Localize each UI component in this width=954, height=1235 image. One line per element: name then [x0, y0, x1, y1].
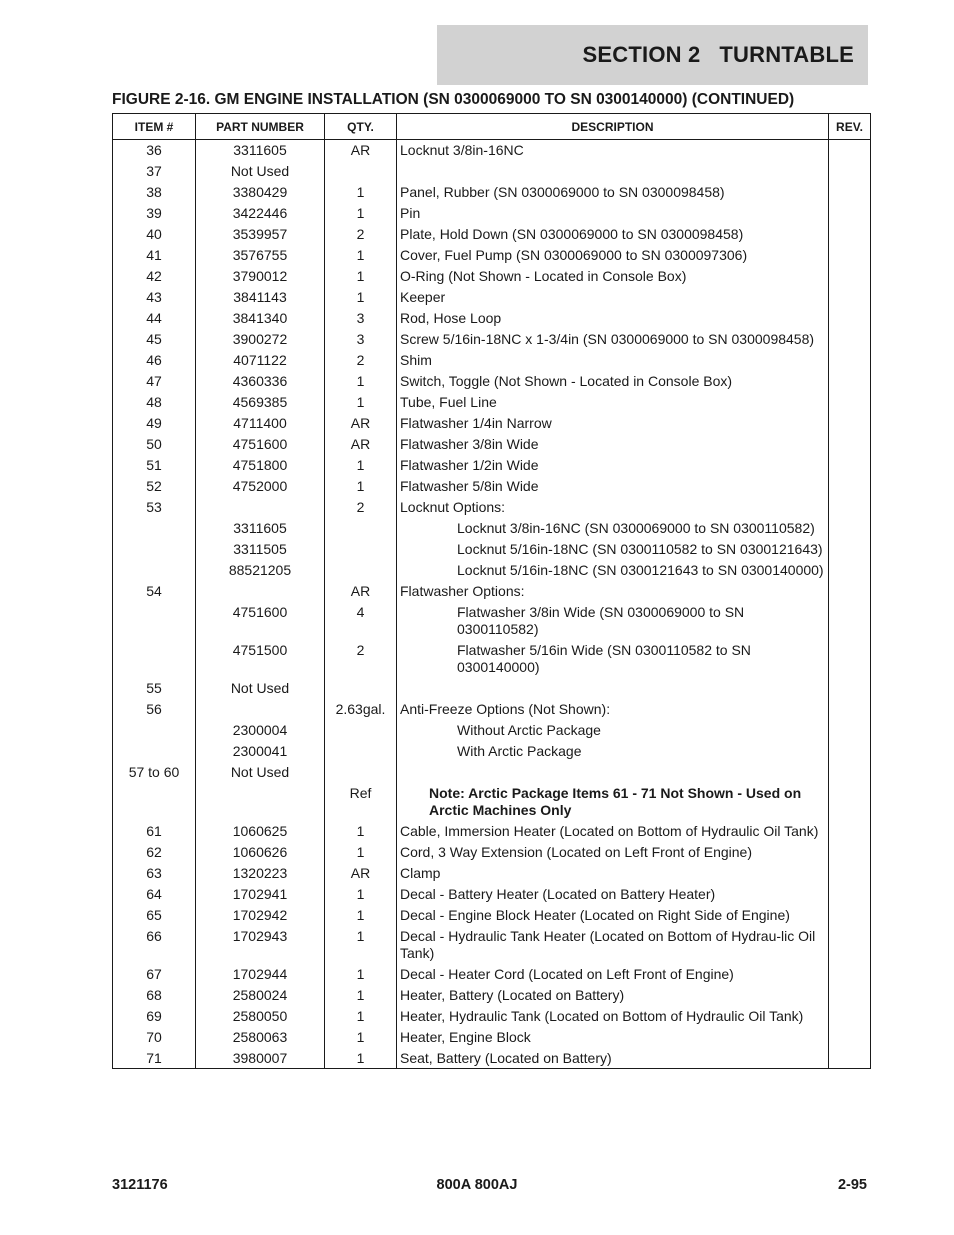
item-number-cell: 65 — [113, 906, 196, 927]
table-row — [113, 742, 871, 763]
table-row — [113, 477, 871, 498]
table-row — [113, 679, 871, 700]
footer-page-number: 2-95 — [837, 1177, 867, 1193]
revision-cell — [829, 700, 871, 721]
quantity-cell: 1 — [325, 393, 397, 414]
table-header-row — [113, 114, 871, 140]
revision-cell — [829, 641, 871, 679]
part-number-cell: 4751500 — [196, 641, 325, 679]
revision-cell — [829, 204, 871, 225]
revision-cell — [829, 456, 871, 477]
revision-cell — [829, 986, 871, 1007]
description-cell: Heater, Hydraulic Tank (Located on Bottom of Hydraulic Oil Tank) — [397, 1007, 829, 1028]
table-row — [113, 309, 871, 330]
part-number-cell: 3422446 — [196, 204, 325, 225]
description-cell: Screw 5/16in-18NC x 1-3/4in (SN 0300069000 to SN 0300098458) — [397, 330, 829, 351]
table-row — [113, 561, 871, 582]
revision-cell — [829, 561, 871, 582]
table-row — [113, 330, 871, 351]
revision-cell — [829, 965, 871, 986]
description-cell: With Arctic Package — [397, 742, 829, 763]
description-cell: Shim — [397, 351, 829, 372]
item-number-cell: 41 — [113, 246, 196, 267]
item-number-cell: 42 — [113, 267, 196, 288]
part-number-cell: 3311605 — [196, 519, 325, 540]
item-number-cell — [113, 721, 196, 742]
revision-cell — [829, 742, 871, 763]
description-cell: Panel, Rubber (SN 0300069000 to SN 0300098458) — [397, 183, 829, 204]
item-number-cell: 48 — [113, 393, 196, 414]
quantity-cell: 1 — [325, 246, 397, 267]
description-cell: Locknut 3/8in-16NC — [397, 140, 829, 162]
quantity-cell — [325, 679, 397, 700]
revision-cell — [829, 822, 871, 843]
description-cell — [397, 763, 829, 784]
part-number-cell: 4751800 — [196, 456, 325, 477]
revision-cell — [829, 183, 871, 204]
description-cell: Cord, 3 Way Extension (Located on Left Front of Engine) — [397, 843, 829, 864]
revision-cell — [829, 267, 871, 288]
table-row — [113, 641, 871, 679]
revision-cell — [829, 393, 871, 414]
revision-cell — [829, 288, 871, 309]
item-number-cell: 55 — [113, 679, 196, 700]
part-number-cell — [196, 582, 325, 603]
item-number-cell — [113, 784, 196, 822]
item-number-cell: 39 — [113, 204, 196, 225]
part-number-cell: 3980007 — [196, 1049, 325, 1069]
description-cell: Decal - Heater Cord (Located on Left Front of Engine) — [397, 965, 829, 986]
item-number-cell: 56 — [113, 700, 196, 721]
part-number-cell: 88521205 — [196, 561, 325, 582]
part-number-cell: 2580063 — [196, 1028, 325, 1049]
description-cell: Anti-Freeze Options (Not Shown): — [397, 700, 829, 721]
column-header-item: ITEM # — [113, 114, 196, 140]
part-number-cell: 3380429 — [196, 183, 325, 204]
part-number-cell: 3576755 — [196, 246, 325, 267]
column-header-part-number: PART NUMBER — [196, 114, 325, 140]
description-cell: Locknut Options: — [397, 498, 829, 519]
section-header — [437, 25, 868, 85]
description-cell: Tube, Fuel Line — [397, 393, 829, 414]
revision-cell — [829, 582, 871, 603]
quantity-cell: AR — [325, 140, 397, 162]
revision-cell — [829, 477, 871, 498]
part-number-cell: 1320223 — [196, 864, 325, 885]
part-number-cell: 3841340 — [196, 309, 325, 330]
description-cell — [397, 162, 829, 183]
parts-table-body — [113, 140, 871, 1069]
quantity-cell — [325, 742, 397, 763]
description-cell: Seat, Battery (Located on Battery) — [397, 1049, 829, 1069]
table-row — [113, 288, 871, 309]
item-number-cell: 38 — [113, 183, 196, 204]
item-number-cell — [113, 519, 196, 540]
revision-cell — [829, 140, 871, 162]
item-number-cell: 69 — [113, 1007, 196, 1028]
quantity-cell: AR — [325, 414, 397, 435]
revision-cell — [829, 246, 871, 267]
description-cell: Decal - Engine Block Heater (Located on Right Side of Engine) — [397, 906, 829, 927]
part-number-cell — [196, 700, 325, 721]
description-cell: Locknut 5/16in-18NC (SN 0300110582 to SN 0300121643) — [397, 540, 829, 561]
part-number-cell — [196, 498, 325, 519]
quantity-cell: AR — [325, 864, 397, 885]
revision-cell — [829, 885, 871, 906]
part-number-cell: 2580050 — [196, 1007, 325, 1028]
description-cell: Without Arctic Package — [397, 721, 829, 742]
description-cell: Clamp — [397, 864, 829, 885]
description-cell: Flatwasher 1/4in Narrow — [397, 414, 829, 435]
part-number-cell: 3311605 — [196, 140, 325, 162]
part-number-cell: 4751600 — [196, 603, 325, 641]
quantity-cell: 1 — [325, 456, 397, 477]
item-number-cell — [113, 641, 196, 679]
revision-cell — [829, 927, 871, 965]
item-number-cell: 43 — [113, 288, 196, 309]
part-number-cell: 1702941 — [196, 885, 325, 906]
item-number-cell — [113, 742, 196, 763]
part-number-cell: 4752000 — [196, 477, 325, 498]
table-row — [113, 822, 871, 843]
table-row — [113, 965, 871, 986]
revision-cell — [829, 351, 871, 372]
quantity-cell: 1 — [325, 986, 397, 1007]
part-number-cell: 2300041 — [196, 742, 325, 763]
item-number-cell: 37 — [113, 162, 196, 183]
table-row — [113, 603, 871, 641]
description-cell: Heater, Battery (Located on Battery) — [397, 986, 829, 1007]
revision-cell — [829, 1049, 871, 1069]
quantity-cell: 1 — [325, 927, 397, 965]
revision-cell — [829, 906, 871, 927]
item-number-cell: 50 — [113, 435, 196, 456]
item-number-cell: 44 — [113, 309, 196, 330]
description-cell: O-Ring (Not Shown - Located in Console Box) — [397, 267, 829, 288]
figure-title: FIGURE 2-16. GM ENGINE INSTALLATION (SN 0300069000 TO SN 0300140000) (CONTINUED) — [112, 91, 795, 108]
table-row — [113, 582, 871, 603]
quantity-cell: 1 — [325, 1007, 397, 1028]
description-cell: Flatwasher 3/8in Wide (SN 0300069000 to SN 0300110582) — [397, 603, 829, 641]
description-cell: Note: Arctic Package Items 61 - 71 Not Shown - Used on Arctic Machines Only — [397, 784, 829, 822]
quantity-cell: 3 — [325, 309, 397, 330]
table-row — [113, 393, 871, 414]
description-cell: Locknut 5/16in-18NC (SN 0300121643 to SN 0300140000) — [397, 561, 829, 582]
quantity-cell: 1 — [325, 885, 397, 906]
table-row — [113, 267, 871, 288]
part-number-cell: 3790012 — [196, 267, 325, 288]
part-number-cell: 1702943 — [196, 927, 325, 965]
quantity-cell: 2 — [325, 225, 397, 246]
part-number-cell: 2300004 — [196, 721, 325, 742]
item-number-cell: 66 — [113, 927, 196, 965]
description-cell: Keeper — [397, 288, 829, 309]
table-row — [113, 927, 871, 965]
table-row — [113, 204, 871, 225]
part-number-cell: 1702942 — [196, 906, 325, 927]
part-number-cell: 4751600 — [196, 435, 325, 456]
revision-cell — [829, 763, 871, 784]
quantity-cell: 1 — [325, 843, 397, 864]
revision-cell — [829, 330, 871, 351]
part-number-cell: 3841143 — [196, 288, 325, 309]
quantity-cell — [325, 162, 397, 183]
table-row — [113, 763, 871, 784]
quantity-cell: 2 — [325, 641, 397, 679]
quantity-cell — [325, 540, 397, 561]
table-row — [113, 1028, 871, 1049]
quantity-cell: 1 — [325, 1049, 397, 1069]
quantity-cell: 1 — [325, 267, 397, 288]
revision-cell — [829, 540, 871, 561]
quantity-cell: 1 — [325, 204, 397, 225]
table-row — [113, 519, 871, 540]
table-row — [113, 1049, 871, 1069]
description-cell: Flatwasher 1/2in Wide — [397, 456, 829, 477]
item-number-cell — [113, 540, 196, 561]
revision-cell — [829, 162, 871, 183]
item-number-cell: 70 — [113, 1028, 196, 1049]
revision-cell — [829, 1007, 871, 1028]
quantity-cell: 1 — [325, 965, 397, 986]
quantity-cell: Ref — [325, 784, 397, 822]
table-row — [113, 721, 871, 742]
revision-cell — [829, 721, 871, 742]
part-number-cell: 4569385 — [196, 393, 325, 414]
part-number-cell: 1060626 — [196, 843, 325, 864]
quantity-cell: 4 — [325, 603, 397, 641]
part-number-cell: 3539957 — [196, 225, 325, 246]
item-number-cell: 45 — [113, 330, 196, 351]
table-row — [113, 540, 871, 561]
revision-cell — [829, 309, 871, 330]
item-number-cell: 63 — [113, 864, 196, 885]
item-number-cell: 57 to 60 — [113, 763, 196, 784]
part-number-cell: Not Used — [196, 162, 325, 183]
quantity-cell: 1 — [325, 822, 397, 843]
description-cell: Flatwasher 5/8in Wide — [397, 477, 829, 498]
item-number-cell — [113, 561, 196, 582]
revision-cell — [829, 414, 871, 435]
part-number-cell — [196, 784, 325, 822]
description-cell: Plate, Hold Down (SN 0300069000 to SN 0300098458) — [397, 225, 829, 246]
part-number-cell: 3311505 — [196, 540, 325, 561]
item-number-cell: 51 — [113, 456, 196, 477]
item-number-cell: 71 — [113, 1049, 196, 1069]
description-cell: Decal - Hydraulic Tank Heater (Located on Bottom of Hydrau-lic Oil Tank) — [397, 927, 829, 965]
part-number-cell: 3900272 — [196, 330, 325, 351]
description-cell: Pin — [397, 204, 829, 225]
quantity-cell — [325, 519, 397, 540]
description-cell: Rod, Hose Loop — [397, 309, 829, 330]
quantity-cell: 3 — [325, 330, 397, 351]
column-header-rev: REV. — [829, 114, 871, 140]
description-cell: Heater, Engine Block — [397, 1028, 829, 1049]
item-number-cell: 54 — [113, 582, 196, 603]
item-number-cell: 62 — [113, 843, 196, 864]
table-row — [113, 784, 871, 822]
item-number-cell: 68 — [113, 986, 196, 1007]
revision-cell — [829, 372, 871, 393]
description-cell — [397, 679, 829, 700]
description-cell: Flatwasher 3/8in Wide — [397, 435, 829, 456]
revision-cell — [829, 864, 871, 885]
quantity-cell: 2 — [325, 351, 397, 372]
description-cell: Cover, Fuel Pump (SN 0300069000 to SN 0300097306) — [397, 246, 829, 267]
part-number-cell: 1702944 — [196, 965, 325, 986]
table-row — [113, 906, 871, 927]
item-number-cell: 67 — [113, 965, 196, 986]
table-row — [113, 986, 871, 1007]
table-row — [113, 700, 871, 721]
description-cell: Flatwasher 5/16in Wide (SN 0300110582 to SN 0300140000) — [397, 641, 829, 679]
item-number-cell: 49 — [113, 414, 196, 435]
table-row — [113, 140, 871, 162]
quantity-cell — [325, 763, 397, 784]
description-cell: Switch, Toggle (Not Shown - Located in Console Box) — [397, 372, 829, 393]
description-cell: Decal - Battery Heater (Located on Battery Heater) — [397, 885, 829, 906]
item-number-cell: 46 — [113, 351, 196, 372]
parts-table — [112, 113, 871, 1069]
table-row — [113, 351, 871, 372]
quantity-cell — [325, 721, 397, 742]
quantity-cell: AR — [325, 435, 397, 456]
description-cell: Cable, Immersion Heater (Located on Bottom of Hydraulic Oil Tank) — [397, 822, 829, 843]
footer-document-number: 3121176 — [112, 1177, 168, 1193]
quantity-cell: 1 — [325, 477, 397, 498]
quantity-cell: 2 — [325, 498, 397, 519]
description-cell: Flatwasher Options: — [397, 582, 829, 603]
revision-cell — [829, 498, 871, 519]
item-number-cell: 47 — [113, 372, 196, 393]
quantity-cell: 1 — [325, 906, 397, 927]
part-number-cell: Not Used — [196, 679, 325, 700]
quantity-cell: 1 — [325, 288, 397, 309]
column-header-description: DESCRIPTION — [397, 114, 829, 140]
table-row — [113, 864, 871, 885]
revision-cell — [829, 784, 871, 822]
revision-cell — [829, 225, 871, 246]
revision-cell — [829, 435, 871, 456]
table-row — [113, 885, 871, 906]
part-number-cell: 4071122 — [196, 351, 325, 372]
part-number-cell: 4711400 — [196, 414, 325, 435]
part-number-cell: Not Used — [196, 763, 325, 784]
part-number-cell: 2580024 — [196, 986, 325, 1007]
revision-cell — [829, 519, 871, 540]
item-number-cell: 40 — [113, 225, 196, 246]
footer-model: 800A 800AJ — [436, 1177, 518, 1193]
table-row — [113, 1007, 871, 1028]
revision-cell — [829, 679, 871, 700]
revision-cell — [829, 603, 871, 641]
table-row — [113, 246, 871, 267]
quantity-cell: 1 — [325, 1028, 397, 1049]
quantity-cell: 1 — [325, 372, 397, 393]
item-number-cell: 53 — [113, 498, 196, 519]
revision-cell — [829, 1028, 871, 1049]
quantity-cell — [325, 561, 397, 582]
part-number-cell: 4360336 — [196, 372, 325, 393]
table-row — [113, 456, 871, 477]
description-cell: Locknut 3/8in-16NC (SN 0300069000 to SN 0300110582) — [397, 519, 829, 540]
item-number-cell — [113, 603, 196, 641]
revision-cell — [829, 843, 871, 864]
table-row — [113, 414, 871, 435]
item-number-cell: 64 — [113, 885, 196, 906]
part-number-cell: 1060625 — [196, 822, 325, 843]
quantity-cell: 2.63gal. — [325, 700, 397, 721]
section-title: SECTION 2 TURNTABLE — [582, 42, 854, 67]
table-row — [113, 372, 871, 393]
item-number-cell: 52 — [113, 477, 196, 498]
table-row — [113, 183, 871, 204]
item-number-cell: 36 — [113, 140, 196, 162]
table-row — [113, 498, 871, 519]
table-row — [113, 225, 871, 246]
quantity-cell: 1 — [325, 183, 397, 204]
table-row — [113, 435, 871, 456]
item-number-cell: 61 — [113, 822, 196, 843]
quantity-cell: AR — [325, 582, 397, 603]
table-row — [113, 843, 871, 864]
column-header-qty: QTY. — [325, 114, 397, 140]
table-row — [113, 162, 871, 183]
